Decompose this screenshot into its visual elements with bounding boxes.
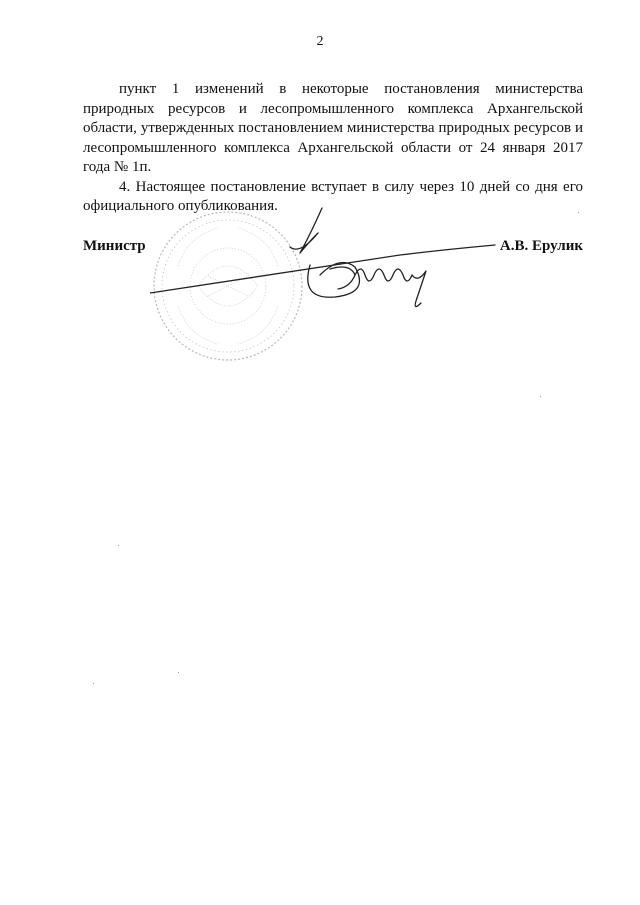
signatory-title: Министр — [83, 238, 146, 254]
scan-speck — [118, 545, 119, 546]
scan-speck — [540, 396, 541, 397]
paragraph-item-1-continuation: пункт 1 изменений в некоторые постановления министерства природных ресурсов и лесопромышленного комплекса Архангельской области, утвержденных постановлением министерства природных ресурсов и лесопромышленного комплекса Архангельской области от 24 января 2017 года № 1п. — [83, 81, 583, 175]
handwritten-signature — [150, 205, 550, 315]
scan-speck — [578, 212, 579, 213]
signature-block — [83, 238, 583, 258]
scan-speck — [93, 683, 94, 684]
page-number: 2 — [316, 34, 324, 49]
paragraph-item-4: 4. Настоящее постановление вступает в силу через 10 дней со дня его официального опубликования. — [83, 178, 583, 214]
signatory-name: А.В. Ерулик — [499, 238, 583, 254]
document-body — [83, 80, 583, 217]
scan-speck — [178, 672, 179, 673]
